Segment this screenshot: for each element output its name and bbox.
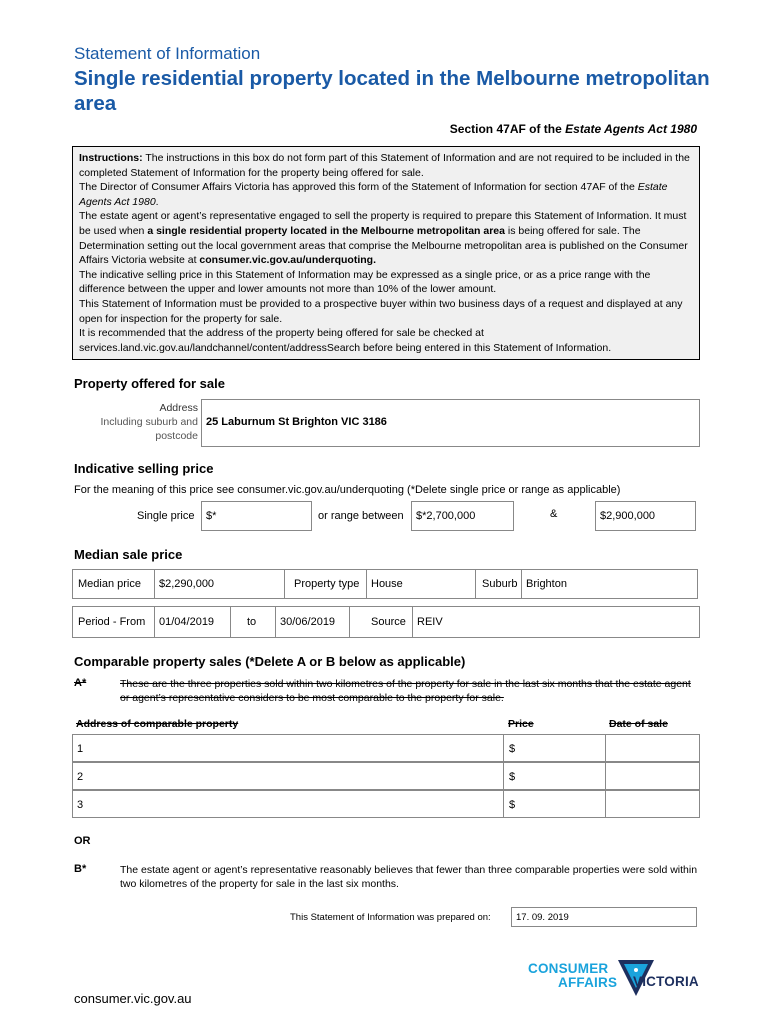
address-label <box>74 401 198 443</box>
median-price-label: Median price <box>78 578 141 590</box>
form-title: Single residential property located in the Melbourne metropolitan area <box>74 67 710 115</box>
address-label-line3: postcode <box>155 430 198 442</box>
range-low-field[interactable]: $*2,700,000 <box>411 501 514 531</box>
col-date-header: Date of sale <box>609 718 668 730</box>
table-row <box>72 734 700 762</box>
median-price-field[interactable]: $2,290,000 <box>154 569 285 599</box>
option-b-label: B* <box>74 863 87 875</box>
option-a-text: These are the three properties sold within two kilometres of the property for sale in the last six months that the estate agent or agent’s representative considers to be most comparable to the property for sale. <box>120 678 691 704</box>
address-label-line2: Including suburb and <box>100 416 198 428</box>
range-high-field[interactable]: $2,900,000 <box>595 501 696 531</box>
instructions-p3-a: The estate agent or agent’s representative engaged to sell the property is required to prepare this Statement of Information. It must be used when <box>79 210 687 237</box>
option-a-label: A* <box>74 677 87 689</box>
range-label: or range between <box>318 510 404 522</box>
address-label-line1: Address <box>159 402 198 414</box>
footer-url[interactable]: consumer.vic.gov.au <box>74 991 192 1006</box>
period-from-field[interactable]: 01/04/2019 <box>154 606 231 638</box>
logo-line-3: VICTORIA <box>633 974 699 989</box>
indicative-note: For the meaning of this price see consumer.vic.gov.au/underquoting (*Delete single price or range as applicable) <box>74 484 621 496</box>
instructions-p2-end: . <box>155 195 159 208</box>
period-from-label: Period - From <box>78 616 146 628</box>
instructions-box <box>72 146 700 360</box>
period-to-field[interactable]: 30/06/2019 <box>275 606 350 638</box>
instructions-p1 <box>79 151 693 180</box>
comparable-address-1[interactable]: 1 <box>73 735 504 761</box>
or-separator: OR <box>74 835 91 847</box>
prepared-on-label: This Statement of Information was prepared on: <box>290 912 491 923</box>
median-heading: Median sale price <box>74 547 183 562</box>
comparable-price-1[interactable]: $ <box>504 735 606 761</box>
consumer-affairs-victoria-logo <box>528 958 704 1002</box>
form-pre-title: Statement of Information <box>74 44 261 63</box>
comparable-price-3[interactable]: $ <box>504 791 606 817</box>
section-act: Estate Agents Act 1980 <box>565 122 697 136</box>
instructions-p3 <box>79 209 693 267</box>
option-b-text: The estate agent or agent’s representative reasonably believes that fewer than three comparable properties were sold within two kilometres of the property for sale in the last six months. <box>120 864 698 890</box>
comparable-address-3[interactable]: 3 <box>73 791 504 817</box>
comparable-date-1[interactable] <box>606 735 701 761</box>
address-field[interactable]: 25 Laburnum St Brighton VIC 3186 <box>201 399 700 447</box>
logo-line-2: AFFAIRS <box>558 975 618 990</box>
indicative-heading: Indicative selling price <box>74 461 214 476</box>
single-price-field[interactable]: $* <box>201 501 312 531</box>
instructions-p4: The indicative selling price in this Statement of Information may be expressed as a single price, or as a price range with the difference between the upper and lower amounts not more than 10% of the lower amount. <box>79 268 651 296</box>
instructions-p1-text: The instructions in this box do not form part of this Statement of Information and are not required to be included in the completed Statement of Information for the property being offered for sale. <box>79 152 690 179</box>
col-price-header: Price <box>508 718 534 730</box>
instructions-bold-label: Instructions: <box>79 152 143 164</box>
period-to-label: to <box>247 616 257 628</box>
property-type-label: Property type <box>294 578 360 590</box>
instructions-p3-bold: a single residential property located in the Melbourne metropolitan area <box>147 224 505 237</box>
instructions-p3-link[interactable]: consumer.vic.gov.au/underquoting. <box>199 254 376 267</box>
instructions-p2-text: The Director of Consumer Affairs Victoria has approved this form of the Statement of Information for section 47AF of the <box>79 181 638 194</box>
section-prefix: Section 47AF of the <box>449 122 566 136</box>
property-type-field[interactable]: House <box>366 569 476 599</box>
table-row <box>72 790 700 818</box>
comparable-address-2[interactable]: 2 <box>73 763 504 789</box>
single-price-label: Single price <box>137 510 195 522</box>
logo-line-1: CONSUMER <box>528 961 609 976</box>
instructions-p2 <box>79 180 693 209</box>
table-row <box>72 762 700 790</box>
comparable-date-3[interactable] <box>606 791 701 817</box>
instructions-p5: This Statement of Information must be provided to a prospective buyer within two business days of a request and displayed at any open for inspection for the property for sale. <box>79 297 683 325</box>
suburb-field[interactable]: Brighton <box>521 569 698 599</box>
instructions-p6: It is recommended that the address of the property being offered for sale be checked at services.land.vic.gov.au/landchannel/content/addressSearch before being entered in this Statement of Information. <box>79 327 612 354</box>
prepared-on-field[interactable]: 17. 09. 2019 <box>511 907 697 927</box>
suburb-label: Suburb <box>482 578 518 590</box>
comparable-price-2[interactable]: $ <box>504 763 606 789</box>
range-ampersand: & <box>550 508 558 520</box>
section-reference <box>450 122 697 136</box>
source-label: Source <box>371 616 406 628</box>
instructions-p2-act: Estate Agents Act 1980 <box>79 181 668 208</box>
instructions-p3-b: is being offered for sale. The Determination setting out the local government areas that comprise the Melbourne metropolitan area is published on the Consumer Affairs Victoria website at <box>79 224 688 267</box>
comparable-date-2[interactable] <box>606 763 701 789</box>
property-heading: Property offered for sale <box>74 376 225 391</box>
col-address-header: Address of comparable property <box>76 718 239 730</box>
comparable-heading: Comparable property sales (*Delete A or B below as applicable) <box>74 654 466 669</box>
source-field[interactable]: REIV <box>412 606 700 638</box>
